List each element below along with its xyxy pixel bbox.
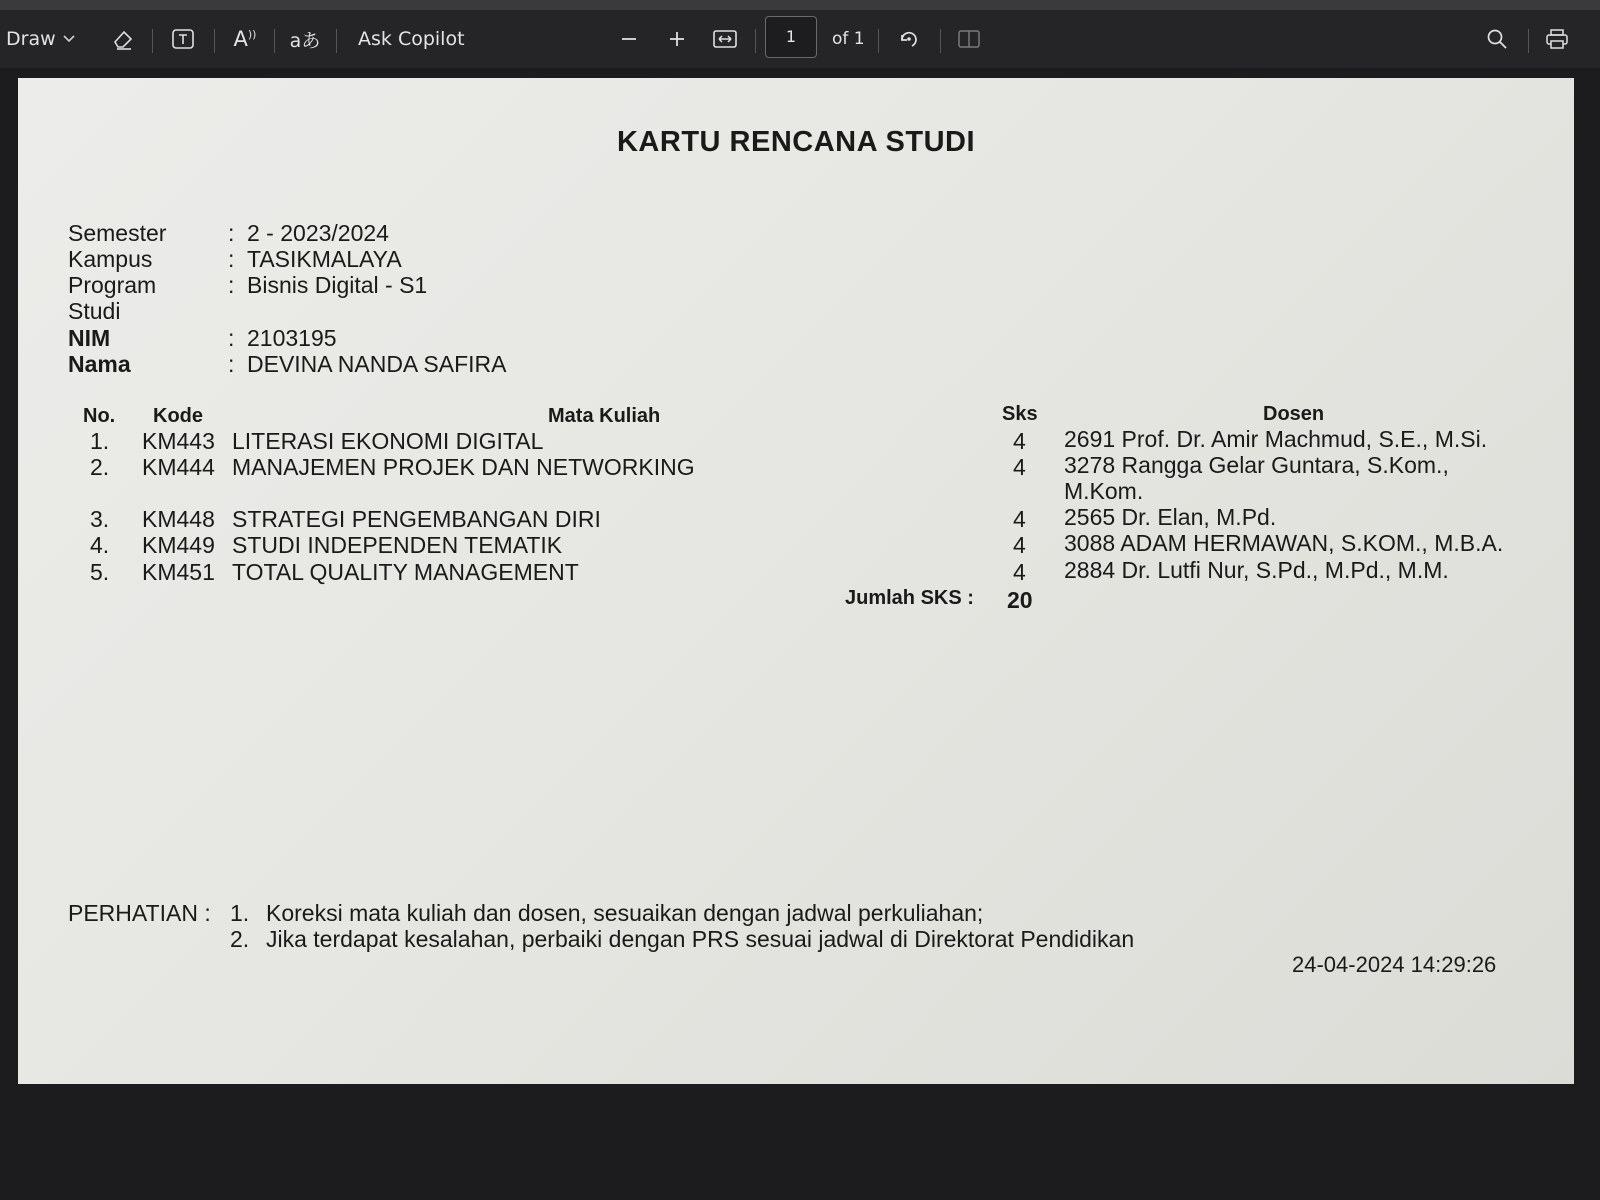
read-aloud-button[interactable] (228, 10, 262, 68)
info-label: Semester (68, 220, 167, 246)
header-no: No. (83, 405, 116, 427)
eraser-button[interactable] (106, 10, 140, 68)
eraser-icon (106, 22, 140, 56)
page-view-icon (952, 22, 986, 56)
toolbar-divider (1528, 29, 1529, 53)
header-dosen: Dosen (1263, 403, 1325, 425)
zoom-in-button[interactable] (660, 10, 694, 68)
search-icon (1480, 22, 1514, 56)
toolbar-divider (336, 29, 337, 53)
notice-text: Jika terdapat kesalahan, perbaiki dengan PRS sesuai jadwal di Direktorat Pendidikan (266, 926, 1135, 952)
cell-kode: KM443 (142, 428, 215, 454)
cell-no: 2. (90, 454, 110, 480)
cell-kode: KM444 (142, 454, 215, 480)
fit-width-button[interactable] (708, 10, 742, 68)
read-aloud-icon: A )) (233, 27, 257, 51)
info-colon: : (228, 272, 235, 298)
pdf-toolbar (0, 10, 1600, 68)
cell-kode: KM451 (142, 559, 215, 585)
info-label: Program Studi (68, 272, 157, 324)
print-timestamp: 24-04-2024 14:29:26 (1292, 952, 1497, 977)
cell-kode: KM449 (142, 532, 215, 558)
page-total: of 1 (832, 29, 865, 49)
info-label: Nama (68, 351, 131, 377)
translate-icon: aあ (289, 29, 321, 52)
notice-text: Koreksi mata kuliah dan dosen, sesuaikan dengan jadwal perkuliahan; (266, 900, 984, 926)
cell-mata-kuliah: STUDI INDEPENDEN TEMATIK (232, 532, 563, 558)
cell-sks: 4 (1013, 532, 1026, 558)
info-colon: : (228, 246, 235, 272)
translate-button[interactable] (288, 10, 322, 68)
info-value: 2 - 2023/2024 (247, 220, 389, 246)
zoom-out-icon (612, 22, 646, 56)
cell-sks: 4 (1013, 559, 1026, 585)
page-number-input[interactable]: 1 (765, 16, 817, 58)
info-colon: : (228, 325, 235, 351)
toolbar-divider (152, 29, 153, 53)
info-colon: : (228, 220, 235, 246)
cell-mata-kuliah: STRATEGI PENGEMBANGAN DIRI (232, 506, 601, 532)
header-sks: Sks (1002, 403, 1038, 425)
draw-label: Draw (6, 28, 56, 50)
info-label: NIM (68, 325, 111, 351)
print-icon (1540, 22, 1574, 56)
cell-dosen: 3088 ADAM HERMAWAN, S.KOM., M.B.A. (1064, 530, 1504, 556)
cell-sks: 4 (1013, 506, 1026, 532)
toolbar-divider (878, 29, 879, 53)
cell-kode: KM448 (142, 506, 215, 532)
cell-dosen: 2565 Dr. Elan, M.Pd. (1064, 504, 1277, 530)
fit-width-icon (708, 22, 742, 56)
cell-no: 3. (90, 506, 110, 532)
text-box-icon (166, 22, 200, 56)
notice-number: 2. (230, 926, 250, 952)
pdf-page (18, 78, 1574, 1084)
total-sks-value: 20 (1007, 587, 1033, 613)
zoom-out-button[interactable] (612, 10, 646, 68)
toolbar-divider (274, 29, 275, 53)
search-button[interactable] (1480, 10, 1514, 68)
toolbar-divider (940, 29, 941, 53)
cell-mata-kuliah: LITERASI EKONOMI DIGITAL (232, 428, 544, 454)
header-kode: Kode (153, 405, 203, 427)
chevron-down-icon (56, 22, 82, 56)
cell-mata-kuliah: MANAJEMEN PROJEK DAN NETWORKING (232, 454, 695, 480)
cell-no: 4. (90, 532, 110, 558)
header-mata-kuliah: Mata Kuliah (548, 405, 661, 427)
text-box-button[interactable] (166, 10, 200, 68)
cell-dosen: 2691 Prof. Dr. Amir Machmud, S.E., M.Si. (1064, 426, 1488, 452)
info-value: 2103195 (247, 325, 337, 351)
info-value: DEVINA NANDA SAFIRA (247, 351, 507, 377)
page-view-button[interactable] (952, 10, 986, 68)
notice-label: PERHATIAN : (68, 900, 211, 926)
cell-dosen: 3278 Rangga Gelar Guntara, S.Kom., M.Kom. (1064, 452, 1449, 504)
cell-no: 5. (90, 559, 110, 585)
notice-number: 1. (230, 900, 250, 926)
toolbar-divider (214, 29, 215, 53)
rotate-button[interactable] (892, 10, 926, 68)
notice-item (230, 900, 983, 927)
ask-copilot-button[interactable] (358, 10, 465, 68)
ask-copilot-label: Ask Copilot (358, 28, 465, 50)
print-button[interactable] (1540, 10, 1574, 68)
total-sks-label: Jumlah SKS : (845, 587, 974, 609)
toolbar-divider (755, 29, 756, 53)
info-colon: : (228, 351, 235, 377)
info-value: Bisnis Digital - S1 (247, 272, 428, 298)
notice-item (230, 926, 1134, 953)
cell-no: 1. (90, 428, 110, 454)
cell-dosen: 2884 Dr. Lutfi Nur, S.Pd., M.Pd., M.M. (1064, 557, 1449, 583)
rotate-icon (892, 22, 926, 56)
document-title: KARTU RENCANA STUDI (616, 126, 976, 158)
cell-sks: 4 (1013, 428, 1026, 454)
draw-dropdown[interactable] (6, 10, 82, 68)
info-label: Kampus (68, 246, 153, 272)
cell-mata-kuliah: TOTAL QUALITY MANAGEMENT (232, 559, 579, 585)
cell-sks: 4 (1013, 454, 1026, 480)
zoom-in-icon (660, 22, 694, 56)
info-value: TASIKMALAYA (247, 246, 402, 272)
